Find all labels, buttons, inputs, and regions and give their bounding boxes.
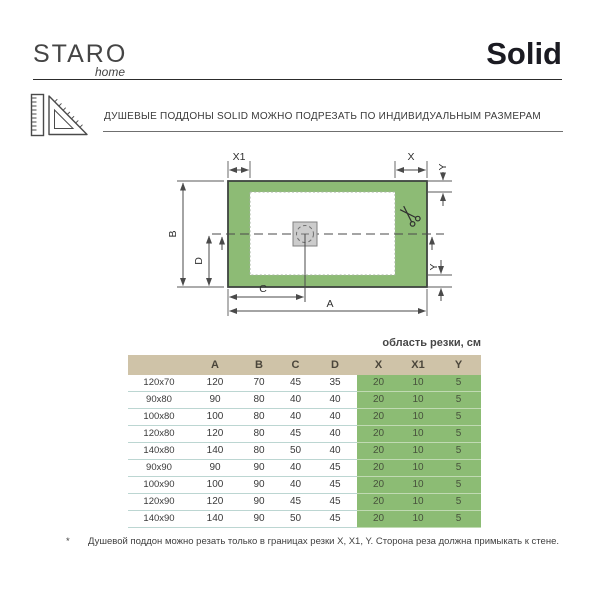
dimension-Y-bottom	[428, 237, 452, 301]
table-row	[128, 443, 481, 460]
value-cell: 45	[278, 375, 313, 392]
dimension-D	[193, 236, 222, 286]
value-cell: 45	[313, 477, 357, 494]
value-cell: 10	[400, 511, 436, 528]
dim-label-y-top: Y	[437, 163, 449, 171]
dim-label-y-bottom: Y	[428, 263, 440, 271]
value-cell: 20	[357, 409, 400, 426]
value-cell: 5	[436, 392, 481, 409]
column-header-C: C	[278, 355, 313, 375]
value-cell: 40	[278, 409, 313, 426]
value-cell: 70	[240, 375, 278, 392]
value-cell: 20	[357, 477, 400, 494]
value-cell: 40	[278, 392, 313, 409]
value-cell: 5	[436, 375, 481, 392]
value-cell: 40	[313, 409, 357, 426]
brand-logo	[33, 40, 128, 79]
table-row	[128, 392, 481, 409]
value-cell: 80	[240, 443, 278, 460]
value-cell: 100	[190, 477, 240, 494]
dim-label-c: C	[259, 283, 267, 295]
value-cell: 10	[400, 375, 436, 392]
value-cell: 40	[278, 460, 313, 477]
brand-name: STARO	[33, 40, 128, 68]
value-cell: 20	[357, 375, 400, 392]
brand-subtitle: home	[94, 65, 125, 79]
column-header-size	[128, 355, 190, 375]
value-cell: 10	[400, 392, 436, 409]
table-row	[128, 494, 481, 511]
cutting-diagram	[150, 145, 465, 325]
value-cell: 35	[313, 375, 357, 392]
value-cell: 120	[190, 426, 240, 443]
table-row	[128, 375, 481, 392]
size-label-cell: 120x90	[128, 494, 190, 511]
column-header-A: A	[190, 355, 240, 375]
value-cell: 90	[240, 477, 278, 494]
table-row	[128, 511, 481, 528]
value-cell: 5	[436, 511, 481, 528]
footnote-marker: *	[66, 536, 70, 547]
value-cell: 45	[313, 494, 357, 511]
value-cell: 40	[313, 443, 357, 460]
value-cell: 50	[278, 511, 313, 528]
table-row	[128, 477, 481, 494]
value-cell: 10	[400, 494, 436, 511]
value-cell: 90	[240, 494, 278, 511]
dim-label-x: X	[407, 151, 415, 163]
table-row	[128, 409, 481, 426]
ruler-triangle-icon	[26, 91, 92, 139]
value-cell: 20	[357, 494, 400, 511]
value-cell: 140	[190, 511, 240, 528]
value-cell: 5	[436, 477, 481, 494]
value-cell: 45	[313, 460, 357, 477]
dim-label-b: B	[167, 230, 179, 238]
dimension-X	[395, 151, 427, 178]
size-label-cell: 120x70	[128, 375, 190, 392]
size-label-cell: 90x80	[128, 392, 190, 409]
cut-area-title: область резки, см	[382, 337, 481, 349]
value-cell: 45	[278, 494, 313, 511]
size-table-body	[128, 375, 481, 528]
subheader-divider	[103, 131, 563, 132]
value-cell: 45	[278, 426, 313, 443]
value-cell: 90	[240, 511, 278, 528]
column-header-D: D	[313, 355, 357, 375]
dim-label-x1: X1	[232, 151, 246, 163]
value-cell: 10	[400, 409, 436, 426]
table-row	[128, 460, 481, 477]
footnote-text: Душевой поддон можно резать только в границах резки X, X1, Y. Сторона реза должна примыкать к стене.	[88, 536, 559, 547]
size-label-cell: 140x80	[128, 443, 190, 460]
value-cell: 20	[357, 443, 400, 460]
dimension-Y-top	[428, 163, 452, 206]
value-cell: 5	[436, 409, 481, 426]
value-cell: 80	[240, 392, 278, 409]
subheader-text: ДУШЕВЫЕ ПОДДОНЫ SOLID МОЖНО ПОДРЕЗАТЬ ПО ИНДИВИДУАЛЬНЫМ РАЗМЕРАМ	[104, 111, 542, 122]
value-cell: 5	[436, 494, 481, 511]
value-cell: 40	[278, 477, 313, 494]
size-label-cell: 100x80	[128, 409, 190, 426]
value-cell: 10	[400, 443, 436, 460]
value-cell: 20	[357, 426, 400, 443]
size-label-cell: 140x90	[128, 511, 190, 528]
value-cell: 20	[357, 511, 400, 528]
value-cell: 40	[313, 392, 357, 409]
value-cell: 10	[400, 426, 436, 443]
column-header-Y: Y	[436, 355, 481, 375]
value-cell: 5	[436, 460, 481, 477]
size-label-cell: 90x90	[128, 460, 190, 477]
value-cell: 90	[190, 392, 240, 409]
value-cell: 120	[190, 375, 240, 392]
value-cell: 10	[400, 460, 436, 477]
column-header-X1: X1	[400, 355, 436, 375]
value-cell: 80	[240, 426, 278, 443]
value-cell: 10	[400, 477, 436, 494]
value-cell: 120	[190, 494, 240, 511]
value-cell: 40	[313, 426, 357, 443]
size-table	[128, 355, 481, 528]
column-header-B: B	[240, 355, 278, 375]
dimension-X1	[228, 151, 250, 178]
dim-label-a: A	[326, 298, 334, 310]
value-cell: 100	[190, 409, 240, 426]
value-cell: 140	[190, 443, 240, 460]
value-cell: 50	[278, 443, 313, 460]
header-divider	[33, 79, 562, 80]
value-cell: 45	[313, 511, 357, 528]
value-cell: 20	[357, 460, 400, 477]
size-label-cell: 120x80	[128, 426, 190, 443]
size-label-cell: 100x90	[128, 477, 190, 494]
value-cell: 80	[240, 409, 278, 426]
value-cell: 5	[436, 426, 481, 443]
page-title: Solid	[486, 36, 562, 71]
value-cell: 20	[357, 392, 400, 409]
column-header-X: X	[357, 355, 400, 375]
value-cell: 90	[240, 460, 278, 477]
dim-label-d: D	[193, 257, 205, 265]
table-row	[128, 426, 481, 443]
value-cell: 5	[436, 443, 481, 460]
value-cell: 90	[190, 460, 240, 477]
table-header-row	[128, 355, 481, 375]
